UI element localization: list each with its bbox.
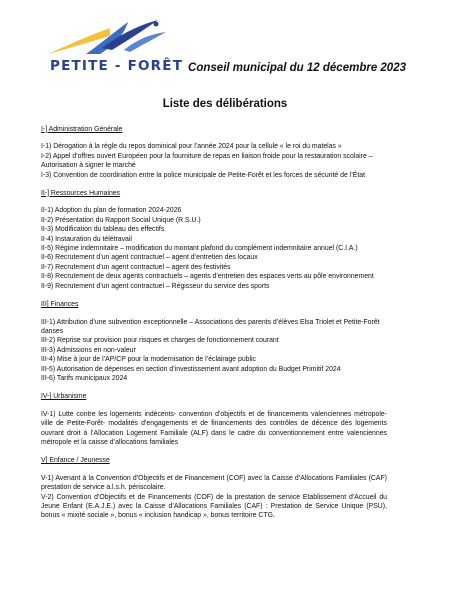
petite-foret-logo [40,14,184,76]
deliberation-item: I-3) Convention de coordination entre la police municipale de Petite-Forêt et les forces de sécurité de l’État [41,169,365,179]
section-title: I-] Administration Générale [41,124,123,133]
deliberation-item: III-1) Attribution d’une subvention exceptionnelle – Associations des parents d’élèves Elsa Triolet et Petite-Forêt danses [41,316,380,335]
section [41,391,387,446]
deliberation-item: II-6) Recrutement d’un agent contractuel – agent d’entretien des locaux [41,252,258,262]
deliberation-item: II-1) Adoption du plan de formation 2024-2026 [41,205,182,215]
deliberation-item: I-1) Dérogation à la règle du repos dominical pour l’année 2024 pour la cellule « le roi du matelas » [41,141,342,151]
deliberation-item: V-2) Convention d’Objectifs et de Financements (COF) de la prestation de service Etablissement d’Accueil du Jeune Enfant (E.A.J.E.) avec la Caisse d’Allocations Familiales (CAF) : Prestation de Service Unique (PSU), bonus « mixité sociale », bonus « inclusion handicap », bonus territoire CTG. [41,491,387,520]
section-title: III] Finances [41,299,79,309]
deliberation-item: II-3) Modification du tableau des effectifs [41,224,165,234]
section [41,188,387,290]
meeting-title: Conseil municipal du 12 décembre 2023 [188,62,406,74]
deliberation-item: IV-1) Lutte contre les logements indécents- convention d’objectifs et de financements valenciennes métropole-ville de Petite-Forêt- modalités d’engagements et de financements des contrôles de décence des logements ouvrant droit à l’Allocation Logement Familiale (ALF) dans le cadre du conventionnement entre valenciennes métropole et la caisse d’allocations familiales [41,408,387,446]
section [41,124,387,179]
page-title: Liste des délibérations [162,98,288,110]
deliberation-item: II-8) Recrutement de deux agents contractuels – agents d’entretien des espaces verts au pôle environnement [41,271,374,281]
deliberation-item: V-1) Avenant à la Convention d’Objectifs et de Financement (COF) avec la Caisse d’Allocations Familiales (CAF) prestation de service a.l.s.h. périscolaire. [41,472,387,492]
deliberation-item: I-2) Appel d’offres ouvert Européen pour la fourniture de repas en liaison froide pour la restauration scolaire – Autorisation à signer le marché [41,150,373,170]
section [41,455,387,519]
deliberation-item: III-5) Autorisation de dépenses en section d’investissement avant adoption du Budget Primitif 2024 [41,363,341,373]
deliberation-item: II-2) Présentation du Rapport Social Unique (R.S.U.) [41,214,201,224]
logo-swoosh-icon [40,14,180,60]
deliberation-item: III-2) Reprise sur provision pour risques et charges de fonctionnement courant [41,335,279,345]
logo-text: PETITE - FORÊT [50,58,184,74]
deliberation-item: II-5) Régime indemnitaire – modification du montant plafond du complément indemnitaire annuel (C.I.A.) [41,243,358,253]
deliberations-list [41,124,387,529]
section-title: V] Enfance / Jeunesse [41,455,110,465]
section [41,299,387,382]
deliberation-item: III-3) Admissions en non-valeur [41,344,136,354]
deliberation-item: II-4) Instauration du télétravail [41,233,132,243]
section-title: II-] Ressources Humaines [41,188,121,198]
section-title: IV-] Urbanisme [41,391,87,401]
deliberation-item: II-9) Recrutement d’un agent contractuel – Régisseur du service des sports [41,280,270,290]
deliberation-item: II-7) Recrutement d’un agent contractuel – agent des festivités [41,261,231,271]
deliberation-item: III-4) Mise à jour de l’AP/CP pour la modernisation de l’éclairage public [41,354,256,364]
deliberation-item: III-6) Tarifs municipaux 2024 [41,372,128,382]
